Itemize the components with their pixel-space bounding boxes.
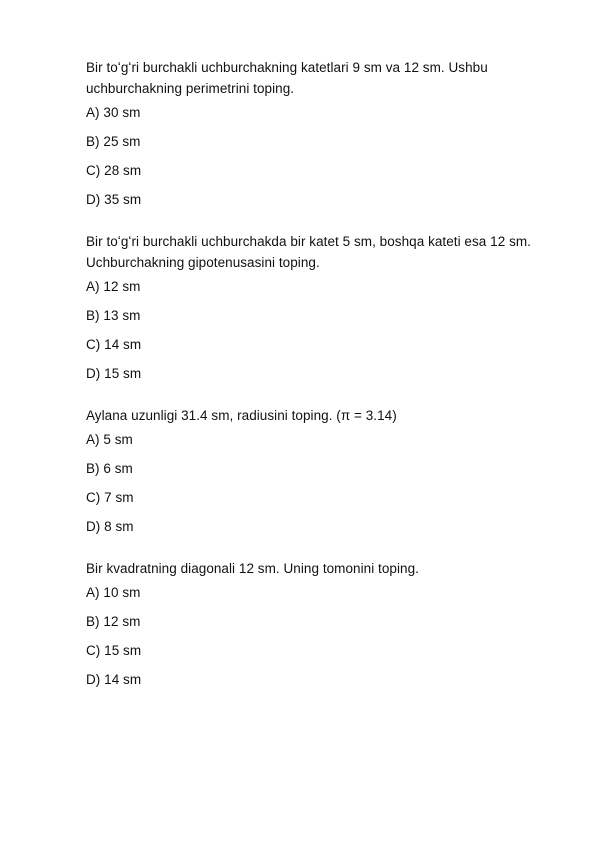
option-c: C) 14 sm	[86, 337, 142, 352]
question-1	[86, 57, 546, 210]
document-page	[86, 57, 546, 711]
question-4	[86, 558, 546, 690]
option-c: C) 28 sm	[86, 163, 142, 178]
question-text: Aylana uzunligi 31.4 sm, radiusini toping. (π = 3.14)	[86, 408, 397, 423]
option-c: C) 15 sm	[86, 643, 142, 658]
question-text: Bir toʻgʻri burchakli uchburchakning katetlari 9 sm va 12 sm. Ushbu uchburchakning perimetrini toping.	[86, 60, 488, 96]
option-d: D) 35 sm	[86, 192, 142, 207]
question-text: Bir kvadratning diagonali 12 sm. Uning tomonini toping.	[86, 561, 419, 576]
option-a: A) 5 sm	[86, 432, 133, 447]
option-b: B) 6 sm	[86, 461, 133, 476]
option-a: A) 12 sm	[86, 279, 141, 294]
option-d: D) 8 sm	[86, 519, 134, 534]
question-text: Bir toʻgʻri burchakli uchburchakda bir katet 5 sm, boshqa kateti esa 12 sm. Uchburchakning gipotenusasini toping.	[86, 234, 531, 270]
option-a: A) 30 sm	[86, 105, 141, 120]
option-d: D) 15 sm	[86, 366, 142, 381]
option-a: A) 10 sm	[86, 585, 141, 600]
option-b: B) 25 sm	[86, 134, 141, 149]
question-3	[86, 405, 546, 537]
option-c: C) 7 sm	[86, 490, 134, 505]
option-d: D) 14 sm	[86, 672, 142, 687]
option-b: B) 13 sm	[86, 308, 141, 323]
question-2	[86, 231, 546, 384]
option-b: B) 12 sm	[86, 614, 141, 629]
